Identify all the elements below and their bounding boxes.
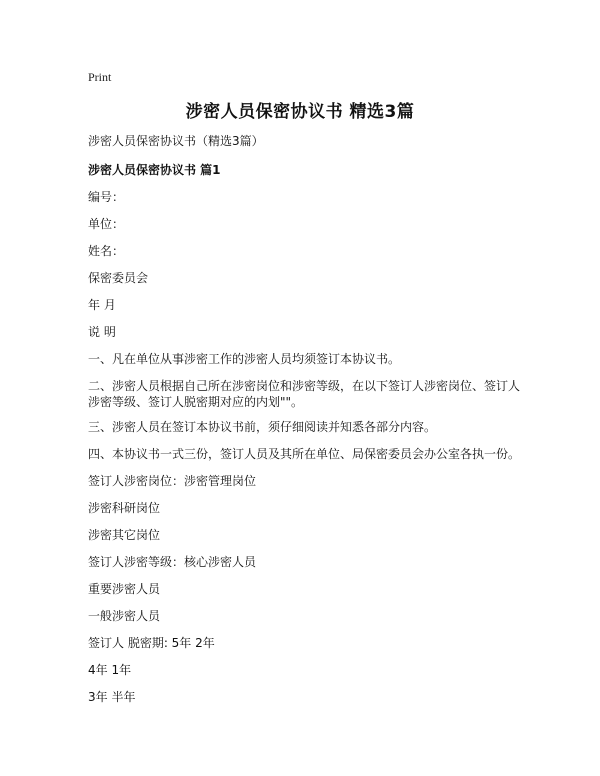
clause-2: 二、涉密人员根据自己所在涉密岗位和涉密等级，在以下签订人涉密岗位、签订人涉密等级、签订人脱密期对应的内划""。 [88,379,521,409]
document-title: 涉密人员保密协议书 精选3篇 [185,102,415,122]
level-important: 重要涉密人员 [88,582,161,596]
field-name: 姓名： [88,244,125,258]
explanation-heading: 说 明 [88,325,116,339]
field-unit: 单位： [88,217,125,231]
field-number: 编号： [88,190,125,204]
document-subtitle: 涉密人员保密协议书（精选3篇） [88,134,264,148]
declassify-period-row-2: 4年 1年 [88,663,132,677]
level-general: 一般涉密人员 [88,609,161,623]
position-research: 涉密科研岗位 [88,501,161,515]
clause-4: 四、本协议书一式三份，签订人员及其所在单位、局保密委员会办公室各执一份。 [88,447,521,461]
committee-label: 保密委员会 [88,271,149,285]
level-line: 签订人涉密等级：核心涉密人员 [88,555,257,569]
declassify-period-row-3: 3年 半年 [88,690,136,704]
date-line: 年 月 [88,298,116,312]
declassify-period-line: 签订人 脱密期: 5年 2年 [88,636,215,650]
clause-1: 一、凡在单位从事涉密工作的涉密人员均须签订本协议书。 [88,352,401,366]
position-line: 签订人涉密岗位：涉密管理岗位 [88,474,257,488]
position-other: 涉密其它岗位 [88,528,161,542]
print-link[interactable]: Print [88,70,112,84]
section-heading: 涉密人员保密协议书 篇1 [88,163,221,177]
clause-3: 三、涉密人员在签订本协议书前，须仔细阅读并知悉各部分内容。 [88,420,437,434]
